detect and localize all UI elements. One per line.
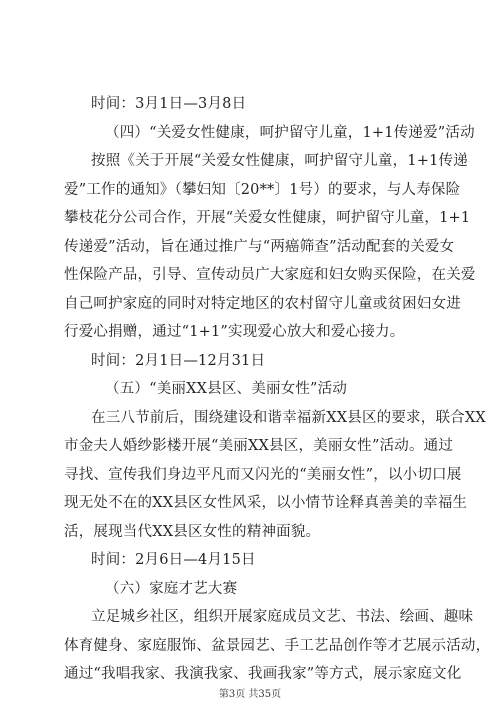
paragraph-line: 在三八节前后，围绕建设和谐幸福新XX县区的要求，联合XX <box>91 409 486 426</box>
section-5-heading: （五）“美丽XX县区、美丽女性”活动 <box>105 381 348 397</box>
section-6-heading: （六）家庭才艺大赛 <box>105 580 238 597</box>
time-line-feb-dec: 时间：2月1日—12月31日 <box>91 352 266 369</box>
time-line-march: 时间：3月1日—3月8日 <box>91 96 247 112</box>
paragraph-line: 市金夫人婚纱影楼开展“美丽XX县区，美丽女性”活动。通过 <box>64 438 454 454</box>
paragraph-line: 活，展现当代XX县区女性的精神面貌。 <box>64 523 321 540</box>
paragraph-line: 爱”工作的通知》（攀妇知〔20**〕1号）的要求，与人寿保险 <box>64 181 461 198</box>
paragraph-line: 寻找、宣传我们身边平凡而又闪光的“美丽女性”，以小切口展 <box>64 466 462 483</box>
paragraph-line: 行爱心捐赠，通过“1+1”实现爱心放大和爱心接力。 <box>64 324 405 340</box>
page-footer: 第3页 共35页 <box>218 689 282 700</box>
paragraph-line: 通过“我唱我家、我演我家、我画我家”等方式，展示家庭文化 <box>64 666 462 682</box>
paragraph-line: 立足城乡社区，组织开展家庭成员文艺、书法、绘画、趣味 <box>91 609 474 625</box>
paragraph-line: 传递爱”活动，旨在通过推广与“两癌筛查”活动配套的关爱女 <box>64 238 455 255</box>
section-4-heading: （四）“关爱女性健康，呵护留守儿童，1+1传递爱”活动 <box>105 124 475 141</box>
paragraph-line: 性保险产品，引导、宣传动员广大家庭和妇女购买保险，在关爱 <box>64 267 476 283</box>
paragraph-line: 体育健身、家庭服饰、盆景园艺、手工艺品创作等才艺展示活动， <box>64 637 491 654</box>
paragraph-line: 按照《关于开展“关爱女性健康，呵护留守儿童，1+1传递 <box>91 153 468 169</box>
paragraph-line: 攀枝花分公司合作，开展“关爱女性健康，呵护留守儿童，1+1 <box>64 210 471 226</box>
paragraph-line: 现无处不在的XX县区女性风采，以小情节诠释真善美的幸福生 <box>64 495 468 511</box>
time-line-feb-apr: 时间：2月6日—4月15日 <box>91 552 256 568</box>
paragraph-line: 自己呵护家庭的同时对特定地区的农村留守儿童或贫困妇女进 <box>64 295 461 312</box>
